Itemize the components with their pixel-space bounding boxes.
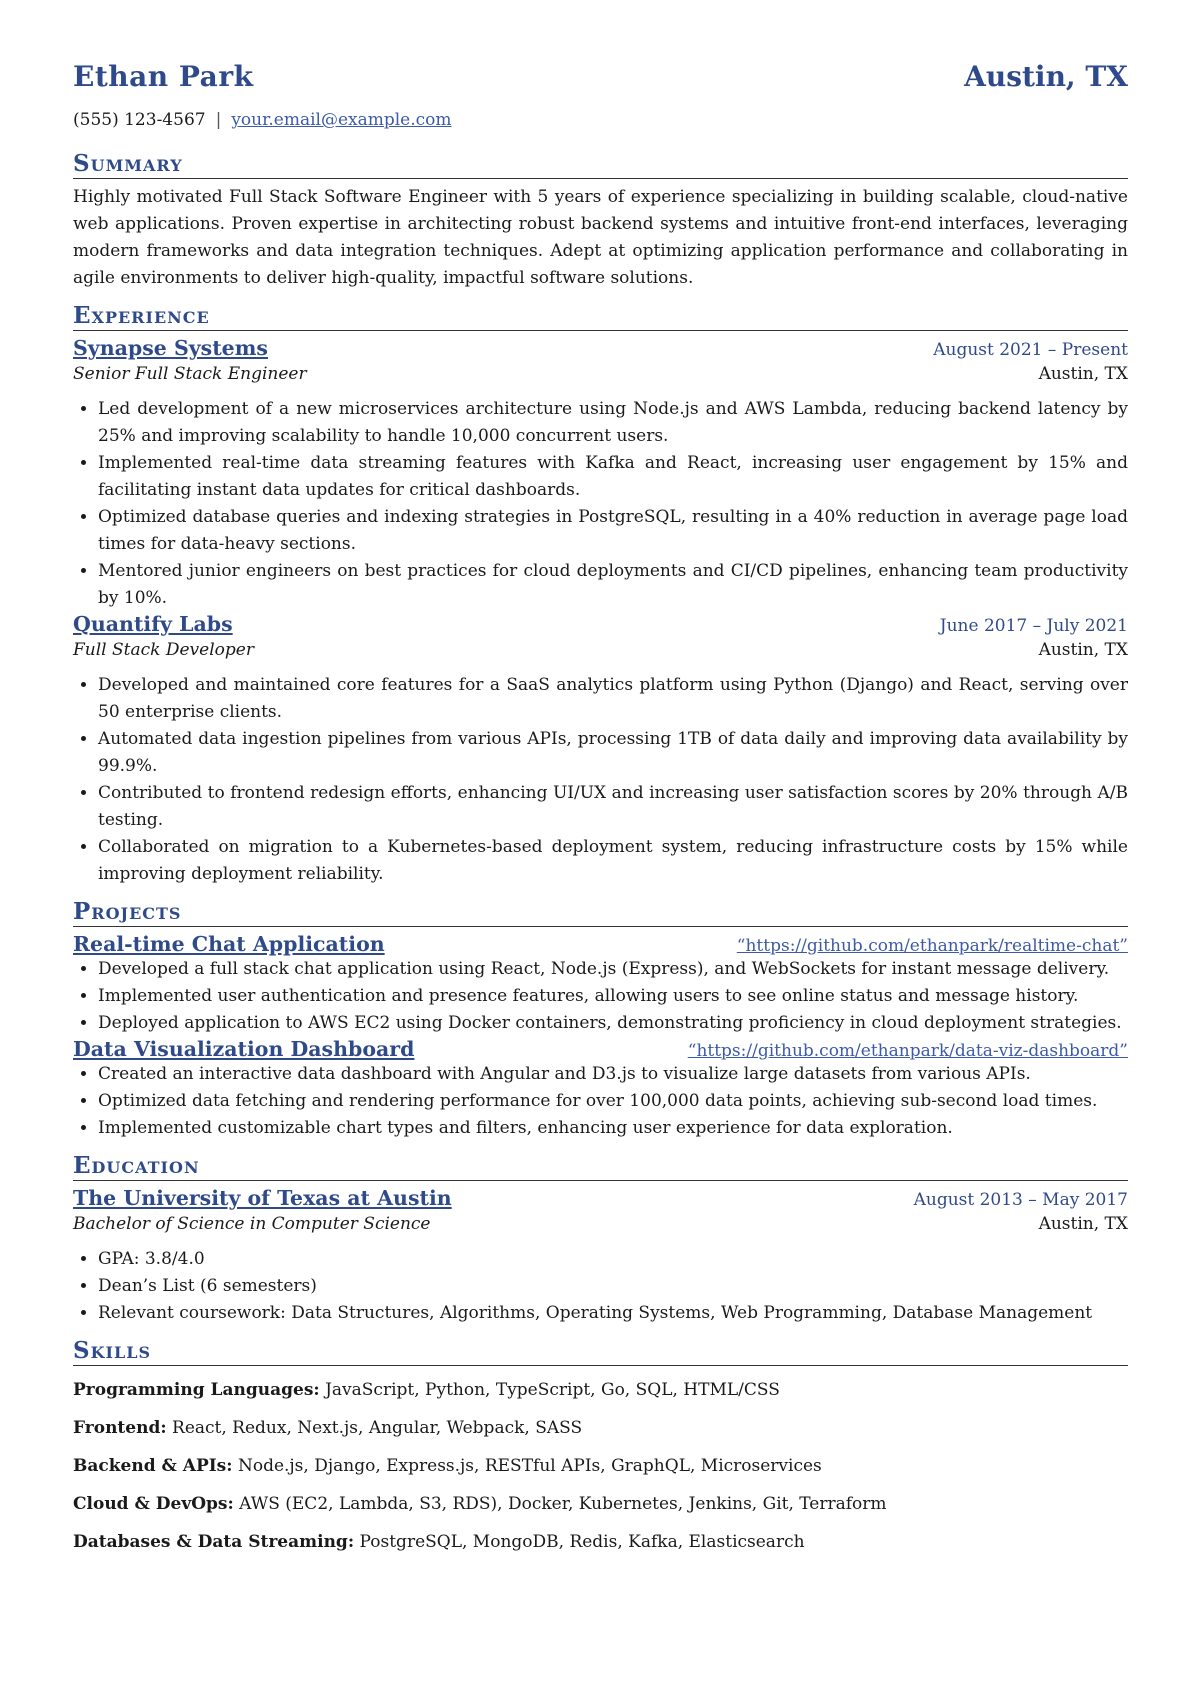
contact-separator: | [215,110,222,130]
contact-line [73,110,1128,136]
phone-number: (555) 123-4567 [73,110,206,130]
projects-heading: Projects [73,898,1128,927]
job-title: Full Stack Developer [73,640,254,660]
bullet-item: • Developed a full stack chat application using React, Node.js (Express), and WebSockets for instant message delivery. [98,956,1128,983]
project-link[interactable]: “https://github.com/ethanpark/data-viz-dashboard” [687,1041,1128,1061]
school-name[interactable]: The University of Texas at Austin [73,1186,452,1210]
project-entry [73,932,1128,1037]
job-dates: June 2017 – July 2021 [939,616,1128,636]
skill-label: Frontend: [73,1418,167,1438]
company-name[interactable]: Quantify Labs [73,612,233,636]
bullet-item: • Deployed application to AWS EC2 using Docker containers, demonstrating proficiency in cloud deployment strategies. [98,1010,1128,1037]
project-title[interactable]: Real-time Chat Application [73,932,385,956]
bullet-item: • Collaborated on migration to a Kubernetes-based deployment system, reducing infrastructure costs by 15% while improving deployment reliability. [98,834,1128,888]
summary-heading: Summary [73,150,1128,179]
bullet-item: • Developed and maintained core features for a SaaS analytics platform using Python (Django) and React, serving over 50 enterprise clients. [98,672,1128,726]
skills-heading: Skills [73,1337,1128,1366]
candidate-name: Ethan Park [73,60,254,93]
bullet-item: • Mentored junior engineers on best practices for cloud deployments and CI/CD pipelines, enhancing team productivity by 10%. [98,558,1128,612]
education-heading: Education [73,1152,1128,1181]
company-name[interactable]: Synapse Systems [73,336,268,360]
project-bullets [73,956,1128,1037]
skill-row [73,1371,1128,1409]
resume-page [73,60,1128,1561]
education-entry [73,1186,1128,1327]
bullet-item: • Implemented user authentication and presence features, allowing users to see online status and message history. [98,983,1128,1010]
project-link[interactable]: “https://github.com/ethanpark/realtime-chat” [736,936,1128,956]
bullet-item: • Implemented real-time data streaming features with Kafka and React, increasing user engagement by 15% and facilitating instant data updates for critical dashboards. [98,450,1128,504]
skill-label: Databases & Data Streaming: [73,1532,355,1552]
summary-text: Highly motivated Full Stack Software Engineer with 5 years of experience specializing in building scalable, cloud-native web applications. Proven expertise in architecting robust backend systems and intuitive front-end interfaces, leveraging modern frameworks and data integration techniques. Adept at optimizing application performance and collaborating in agile environments to deliver high-quality, impactful software solutions. [73,187,1128,288]
skill-value: Node.js, Django, Express.js, RESTful APIs, GraphQL, Microservices [237,1456,822,1476]
education-bullets [73,1246,1128,1327]
education-location: Austin, TX [1038,1214,1128,1234]
skill-value: AWS (EC2, Lambda, S3, RDS), Docker, Kubernetes, Jenkins, Git, Terraform [239,1494,887,1514]
skill-row [73,1523,1128,1561]
skill-value: PostgreSQL, MongoDB, Redis, Kafka, Elasticsearch [359,1532,805,1552]
bullet-item: • Optimized database queries and indexing strategies in PostgreSQL, resulting in a 40% reduction in average page load times for data-heavy sections. [98,504,1128,558]
bullet-item: • Dean’s List (6 semesters) [98,1273,1128,1300]
skill-row [73,1447,1128,1485]
job-bullets [73,672,1128,888]
skill-label: Programming Languages: [73,1380,320,1400]
bullet-item: • Contributed to frontend redesign efforts, enhancing UI/UX and increasing user satisfaction scores by 20% through A/B testing. [98,780,1128,834]
job-location: Austin, TX [1038,640,1128,660]
bullet-item: • Led development of a new microservices architecture using Node.js and AWS Lambda, reducing backend latency by 25% and improving scalability to handle 10,000 concurrent users. [98,396,1128,450]
project-title[interactable]: Data Visualization Dashboard [73,1037,415,1061]
degree: Bachelor of Science in Computer Science [73,1214,431,1234]
job-title: Senior Full Stack Engineer [73,364,307,384]
email-link[interactable]: your.email@example.com [231,110,452,130]
header [73,60,1128,104]
job-entry [73,336,1128,612]
bullet-item: • Created an interactive data dashboard with Angular and D3.js to visualize large datasets from various APIs. [98,1061,1128,1088]
bullet-item: • Implemented customizable chart types and filters, enhancing user experience for data exploration. [98,1115,1128,1142]
skill-value: React, Redux, Next.js, Angular, Webpack, SASS [172,1418,583,1438]
education-dates: August 2013 – May 2017 [913,1190,1128,1210]
project-bullets [73,1061,1128,1142]
job-bullets [73,396,1128,612]
skills-list [73,1371,1128,1561]
skill-value: JavaScript, Python, TypeScript, Go, SQL, HTML/CSS [325,1380,780,1400]
skill-row [73,1409,1128,1447]
experience-heading: Experience [73,302,1128,331]
job-dates: August 2021 – Present [933,340,1128,360]
skill-label: Cloud & DevOps: [73,1494,234,1514]
skill-label: Backend & APIs: [73,1456,233,1476]
bullet-item: • Automated data ingestion pipelines from various APIs, processing 1TB of data daily and improving data availability by 99.9%. [98,726,1128,780]
job-entry [73,612,1128,888]
project-entry [73,1037,1128,1142]
bullet-item: • Relevant coursework: Data Structures, Algorithms, Operating Systems, Web Programming, Database Management [98,1300,1128,1327]
skill-row [73,1485,1128,1523]
job-location: Austin, TX [1038,364,1128,384]
candidate-location: Austin, TX [964,60,1128,93]
bullet-item: • GPA: 3.8/4.0 [98,1246,1128,1273]
bullet-item: • Optimized data fetching and rendering performance for over 100,000 data points, achieving sub-second load times. [98,1088,1128,1115]
